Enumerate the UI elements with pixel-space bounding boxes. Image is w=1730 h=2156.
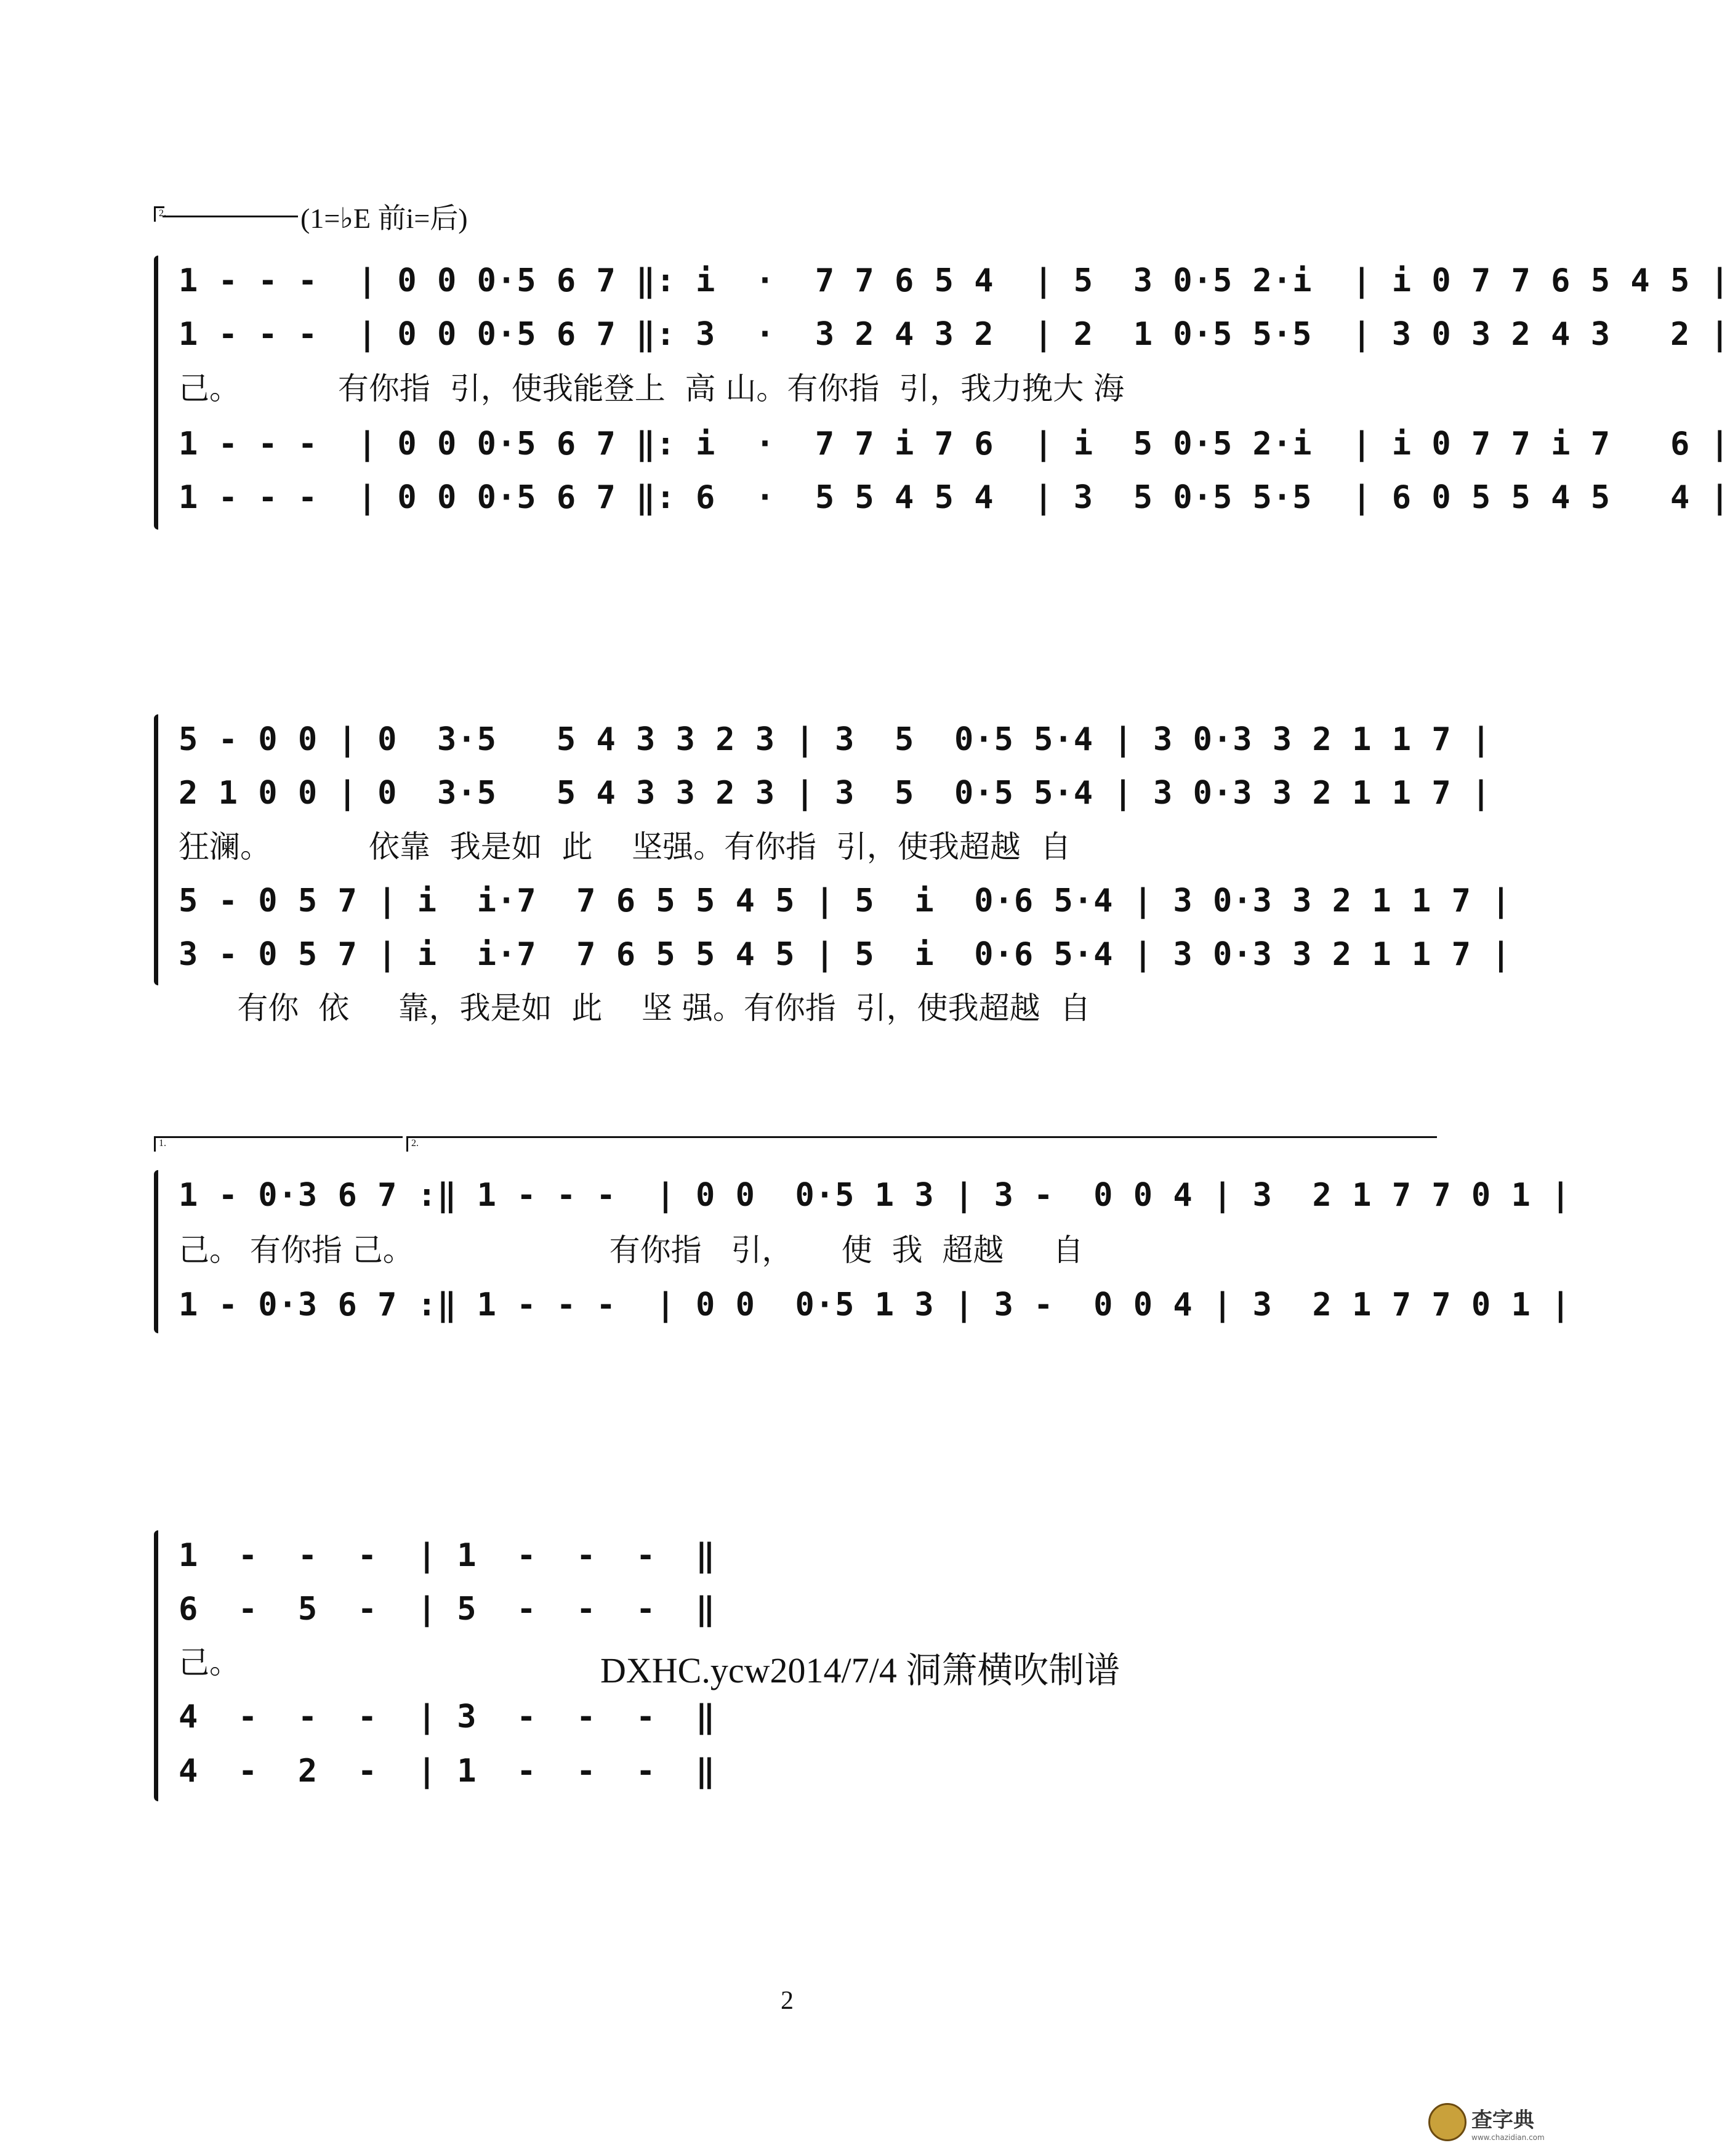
system-1-brace	[154, 256, 158, 530]
system-1-staff-1: 1 - - - | 0 0 0·5 6 7 ‖: i · 7 7 6 5 4 | 5 3 0·5 2·i | i 0 7 7 6 5 4 5 |	[179, 262, 1730, 299]
volta-2-number: 2.	[159, 208, 166, 219]
watermark-text: 查字典	[1471, 2107, 1534, 2133]
system-3-brace	[154, 1170, 158, 1333]
watermark-logo[interactable]	[1428, 2101, 1551, 2144]
system-4-staff-2: 6 - 5 - | 5 - - - ‖	[179, 1591, 716, 1628]
page-number: 2	[781, 1987, 794, 2015]
credit-line: DXHC.ycw2014/7/4 洞箫横吹制谱	[600, 1650, 1120, 1690]
system-2-staff-1: 5 - 0 0 | 0 3·5 5 4 3 3 2 3 | 3 5 0·5 5·4 | 3 0·3 3 2 1 1 7 |	[179, 721, 1492, 758]
system-4-staff-4: 4 - 2 - | 1 - - - ‖	[179, 1753, 716, 1790]
system-4-brace	[154, 1530, 158, 1801]
key-signature-label: (1=♭E 前i=后)	[300, 203, 468, 234]
system-2-lyrics-upper: 狂澜。 依靠 我是如 此 坚强。有你指 引，使我超越 自	[179, 829, 1071, 865]
system-1-lyrics: 己。 有你指 引，使我能登上 高 山。有你指 引，我力挽大 海	[179, 371, 1125, 406]
system-2-brace	[154, 714, 158, 985]
system-2-staff-2: 2 1 0 0 | 0 3·5 5 4 3 3 2 3 | 3 5 0·5 5·4 | 3 0·3 3 2 1 1 7 |	[179, 775, 1492, 812]
volta-2-line	[163, 216, 298, 217]
system-1-staff-4: 1 - - - | 0 0 0·5 6 7 ‖: 6 · 5 5 4 5 4 | 3 5 0·5 5·5 | 6 0 5 5 4 5 4 |	[179, 479, 1730, 516]
system-2-staff-3: 5 - 0 5 7 | i i·7 7 6 5 5 4 5 | 5 i 0·6 5·4 | 3 0·3 3 2 1 1 7 |	[179, 882, 1511, 919]
volta-2b-number: 2.	[411, 1138, 419, 1149]
system-3-lyrics: 己。 有你指 己。 有你指 引， 使 我 超越 自	[179, 1232, 1084, 1268]
owl-icon	[1428, 2103, 1466, 2141]
system-2-staff-4: 3 - 0 5 7 | i i·7 7 6 5 5 4 5 | 5 i 0·6 5·4 | 3 0·3 3 2 1 1 7 |	[179, 936, 1511, 973]
volta-1-line	[163, 1136, 403, 1138]
system-3-staff-1: 1 - 0·3 6 7 :‖ 1 - - - | 0 0 0·5 1 3 | 3 - 0 0 4 | 3 2 1 7 7 0 1 |	[179, 1177, 1571, 1214]
system-4-staff-1: 1 - - - | 1 - - - ‖	[179, 1537, 716, 1574]
watermark-url: www.chazidian.com	[1471, 2133, 1545, 2142]
system-4-lyrics: 己。	[179, 1645, 240, 1681]
system-2-lyrics-lower: 有你 依 靠，我是如 此 坚 强。有你指 引，使我超越 自	[179, 990, 1091, 1026]
system-3-staff-2: 1 - 0·3 6 7 :‖ 1 - - - | 0 0 0·5 1 3 | 3 - 0 0 4 | 3 2 1 7 7 0 1 |	[179, 1286, 1571, 1323]
system-1-staff-3: 1 - - - | 0 0 0·5 6 7 ‖: i · 7 7 i 7 6 | i 5 0·5 2·i | i 0 7 7 i 7 6 |	[179, 426, 1730, 462]
volta-2b-line	[415, 1136, 1437, 1138]
system-4-staff-3: 4 - - - | 3 - - - ‖	[179, 1698, 716, 1735]
system-1-staff-2: 1 - - - | 0 0 0·5 6 7 ‖: 3 · 3 2 4 3 2 | 2 1 0·5 5·5 | 3 0 3 2 4 3 2 |	[179, 316, 1730, 353]
volta-1-number: 1.	[159, 1138, 166, 1149]
